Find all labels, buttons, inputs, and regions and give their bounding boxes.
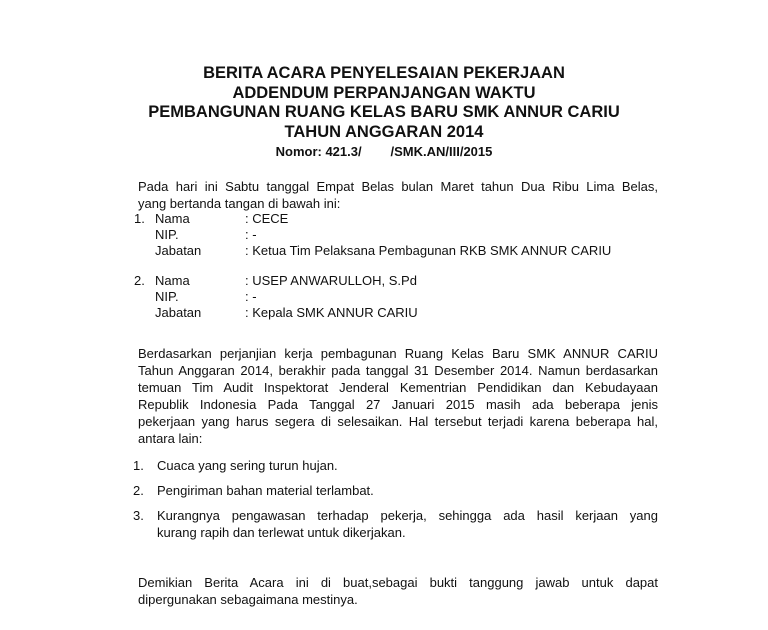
list-item-number: 3. — [133, 508, 144, 523]
body-line: Republik Indonesia Pada Tanggal 27 Januari 2015 masih ada beberapa jenis — [138, 397, 658, 412]
title-line: ADDENDUM PERPANJANGAN WAKTU — [232, 83, 536, 102]
intro-paragraph — [138, 178, 658, 212]
closing-paragraph — [138, 574, 658, 608]
field-label: NIP. — [155, 227, 179, 242]
body-line: Tahun Anggaran 2014, berakhir pada tanggal 31 Desember 2014. Namun berdasarkan — [138, 363, 658, 378]
closing-line: Demikian Berita Acara ini di buat,sebagai bukti tanggung jawab untuk dapat — [138, 575, 658, 590]
list-item-text: Kurangnya pengawasan terhadap pekerja, sehingga ada hasil kerjaan yang kurang rapih dan terlewat untuk dikerjakan. — [157, 508, 658, 540]
field-label: NIP. — [155, 289, 179, 304]
field-label: Jabatan — [155, 243, 202, 258]
body-line: Berdasarkan perjanjian kerja pembagunan Ruang Kelas Baru SMK ANNUR CARIU — [138, 346, 658, 361]
body-line: antara lain: — [138, 431, 203, 446]
field-value: : - — [245, 227, 257, 242]
title-line: BERITA ACARA PENYELESAIAN PEKERJAAN — [203, 64, 565, 82]
field-label: Nama — [155, 273, 190, 288]
field-value: : Kepala SMK ANNUR CARIU — [245, 305, 418, 320]
document-title-block — [0, 64, 768, 160]
field-label: Jabatan — [155, 305, 202, 320]
list-item-number: 2. — [133, 483, 144, 498]
title-line: PEMBANGUNAN RUANG KELAS BARU SMK ANNUR CARIU — [148, 103, 620, 121]
signatory-number: 1. — [134, 211, 145, 226]
intro-line: yang bertanda tangan di bawah ini: — [138, 196, 341, 211]
body-line: pekerjaan yang harus segera di selesaikan. Hal tersebut terjadi karena beberapa hal, — [138, 414, 658, 429]
body-line: temuan Tim Audit Inspektorat Jenderal Kementrian Pendidikan dan Kebudayaan — [138, 380, 658, 395]
signatory-number: 2. — [134, 273, 145, 288]
body-paragraph — [138, 345, 658, 447]
document-number: Nomor: 421.3/ /SMK.AN/III/2015 — [275, 144, 493, 159]
field-value: : CECE — [245, 211, 289, 226]
field-value: : USEP ANWARULLOH, S.Pd — [245, 273, 417, 288]
field-value: : - — [245, 289, 257, 304]
list-item-text: Pengiriman bahan material terlambat. — [157, 483, 374, 498]
closing-line: dipergunakan sebagaimana mestinya. — [138, 592, 358, 607]
intro-line: Pada hari ini Sabtu tanggal Empat Belas bulan Maret tahun Dua Ribu Lima Belas, — [138, 179, 658, 194]
field-label: Nama — [155, 211, 190, 226]
list-item-number: 1. — [133, 458, 144, 473]
title-line: TAHUN ANGGARAN 2014 — [284, 122, 484, 141]
field-value: : Ketua Tim Pelaksana Pembagunan RKB SMK ANNUR CARIU — [245, 243, 612, 258]
list-item-text: Cuaca yang sering turun hujan. — [157, 458, 338, 473]
